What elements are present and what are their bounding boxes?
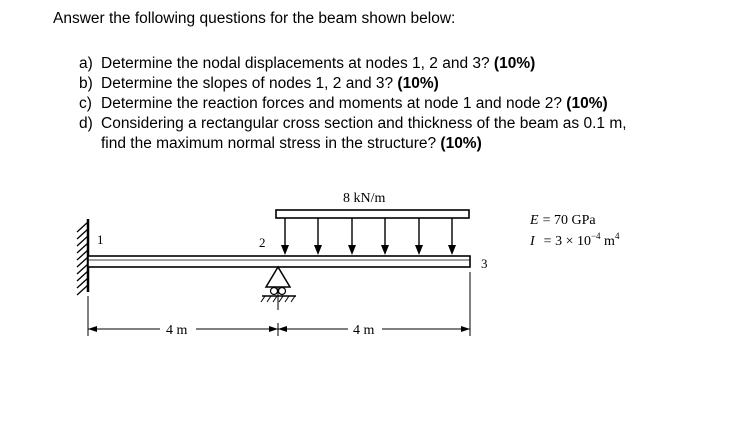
question-text: Determine the slopes of nodes 1, 2 and 3?	[101, 75, 398, 92]
node-3-label: 3	[481, 256, 488, 271]
i-unit: m	[600, 234, 615, 249]
question-weight: (10%)	[440, 135, 482, 152]
i-unit-exponent: 4	[614, 231, 620, 241]
roller-support	[261, 267, 296, 310]
question-letter: b)	[79, 75, 93, 92]
load-label: 8 kN/m	[343, 191, 386, 206]
node-2-label: 2	[259, 235, 266, 250]
node-1-label: 1	[97, 232, 104, 247]
question-weight: (10%)	[493, 55, 536, 72]
question-text: Considering a rectangular cross section and thickness of the beam as 0.1 m,	[101, 115, 627, 132]
question-weight: (10%)	[397, 75, 439, 92]
intro-text: Answer the following questions for the beam shown below:	[53, 10, 456, 27]
question-text: Determine the nodal displacements at nodes 1, 2 and 3?	[101, 55, 494, 72]
beam	[88, 256, 470, 267]
fixed-support	[77, 219, 88, 295]
question-letter: a)	[79, 55, 93, 72]
material-properties	[529, 213, 620, 249]
question-letter: d)	[79, 115, 93, 132]
question-text-cont: find the maximum normal stress in the structure?	[101, 135, 441, 152]
span-1-label: 4 m	[166, 323, 188, 338]
svg-text:I= 3 × 10−4 m4	[529, 231, 620, 249]
i-value: = 3 × 10	[543, 234, 591, 249]
i-exponent: −4	[590, 231, 601, 241]
distributed-load	[276, 210, 469, 255]
i-symbol: I	[530, 234, 535, 249]
span-2-label: 4 m	[353, 323, 375, 338]
e-symbol: E	[530, 213, 539, 228]
question-letter: c)	[79, 95, 92, 112]
e-value: = 70 GPa	[542, 213, 596, 228]
svg-text:E= 70 GPa	[529, 213, 596, 228]
question-text: Determine the reaction forces and moments at node 1 and node 2?	[101, 95, 567, 112]
question-weight: (10%)	[566, 95, 608, 112]
